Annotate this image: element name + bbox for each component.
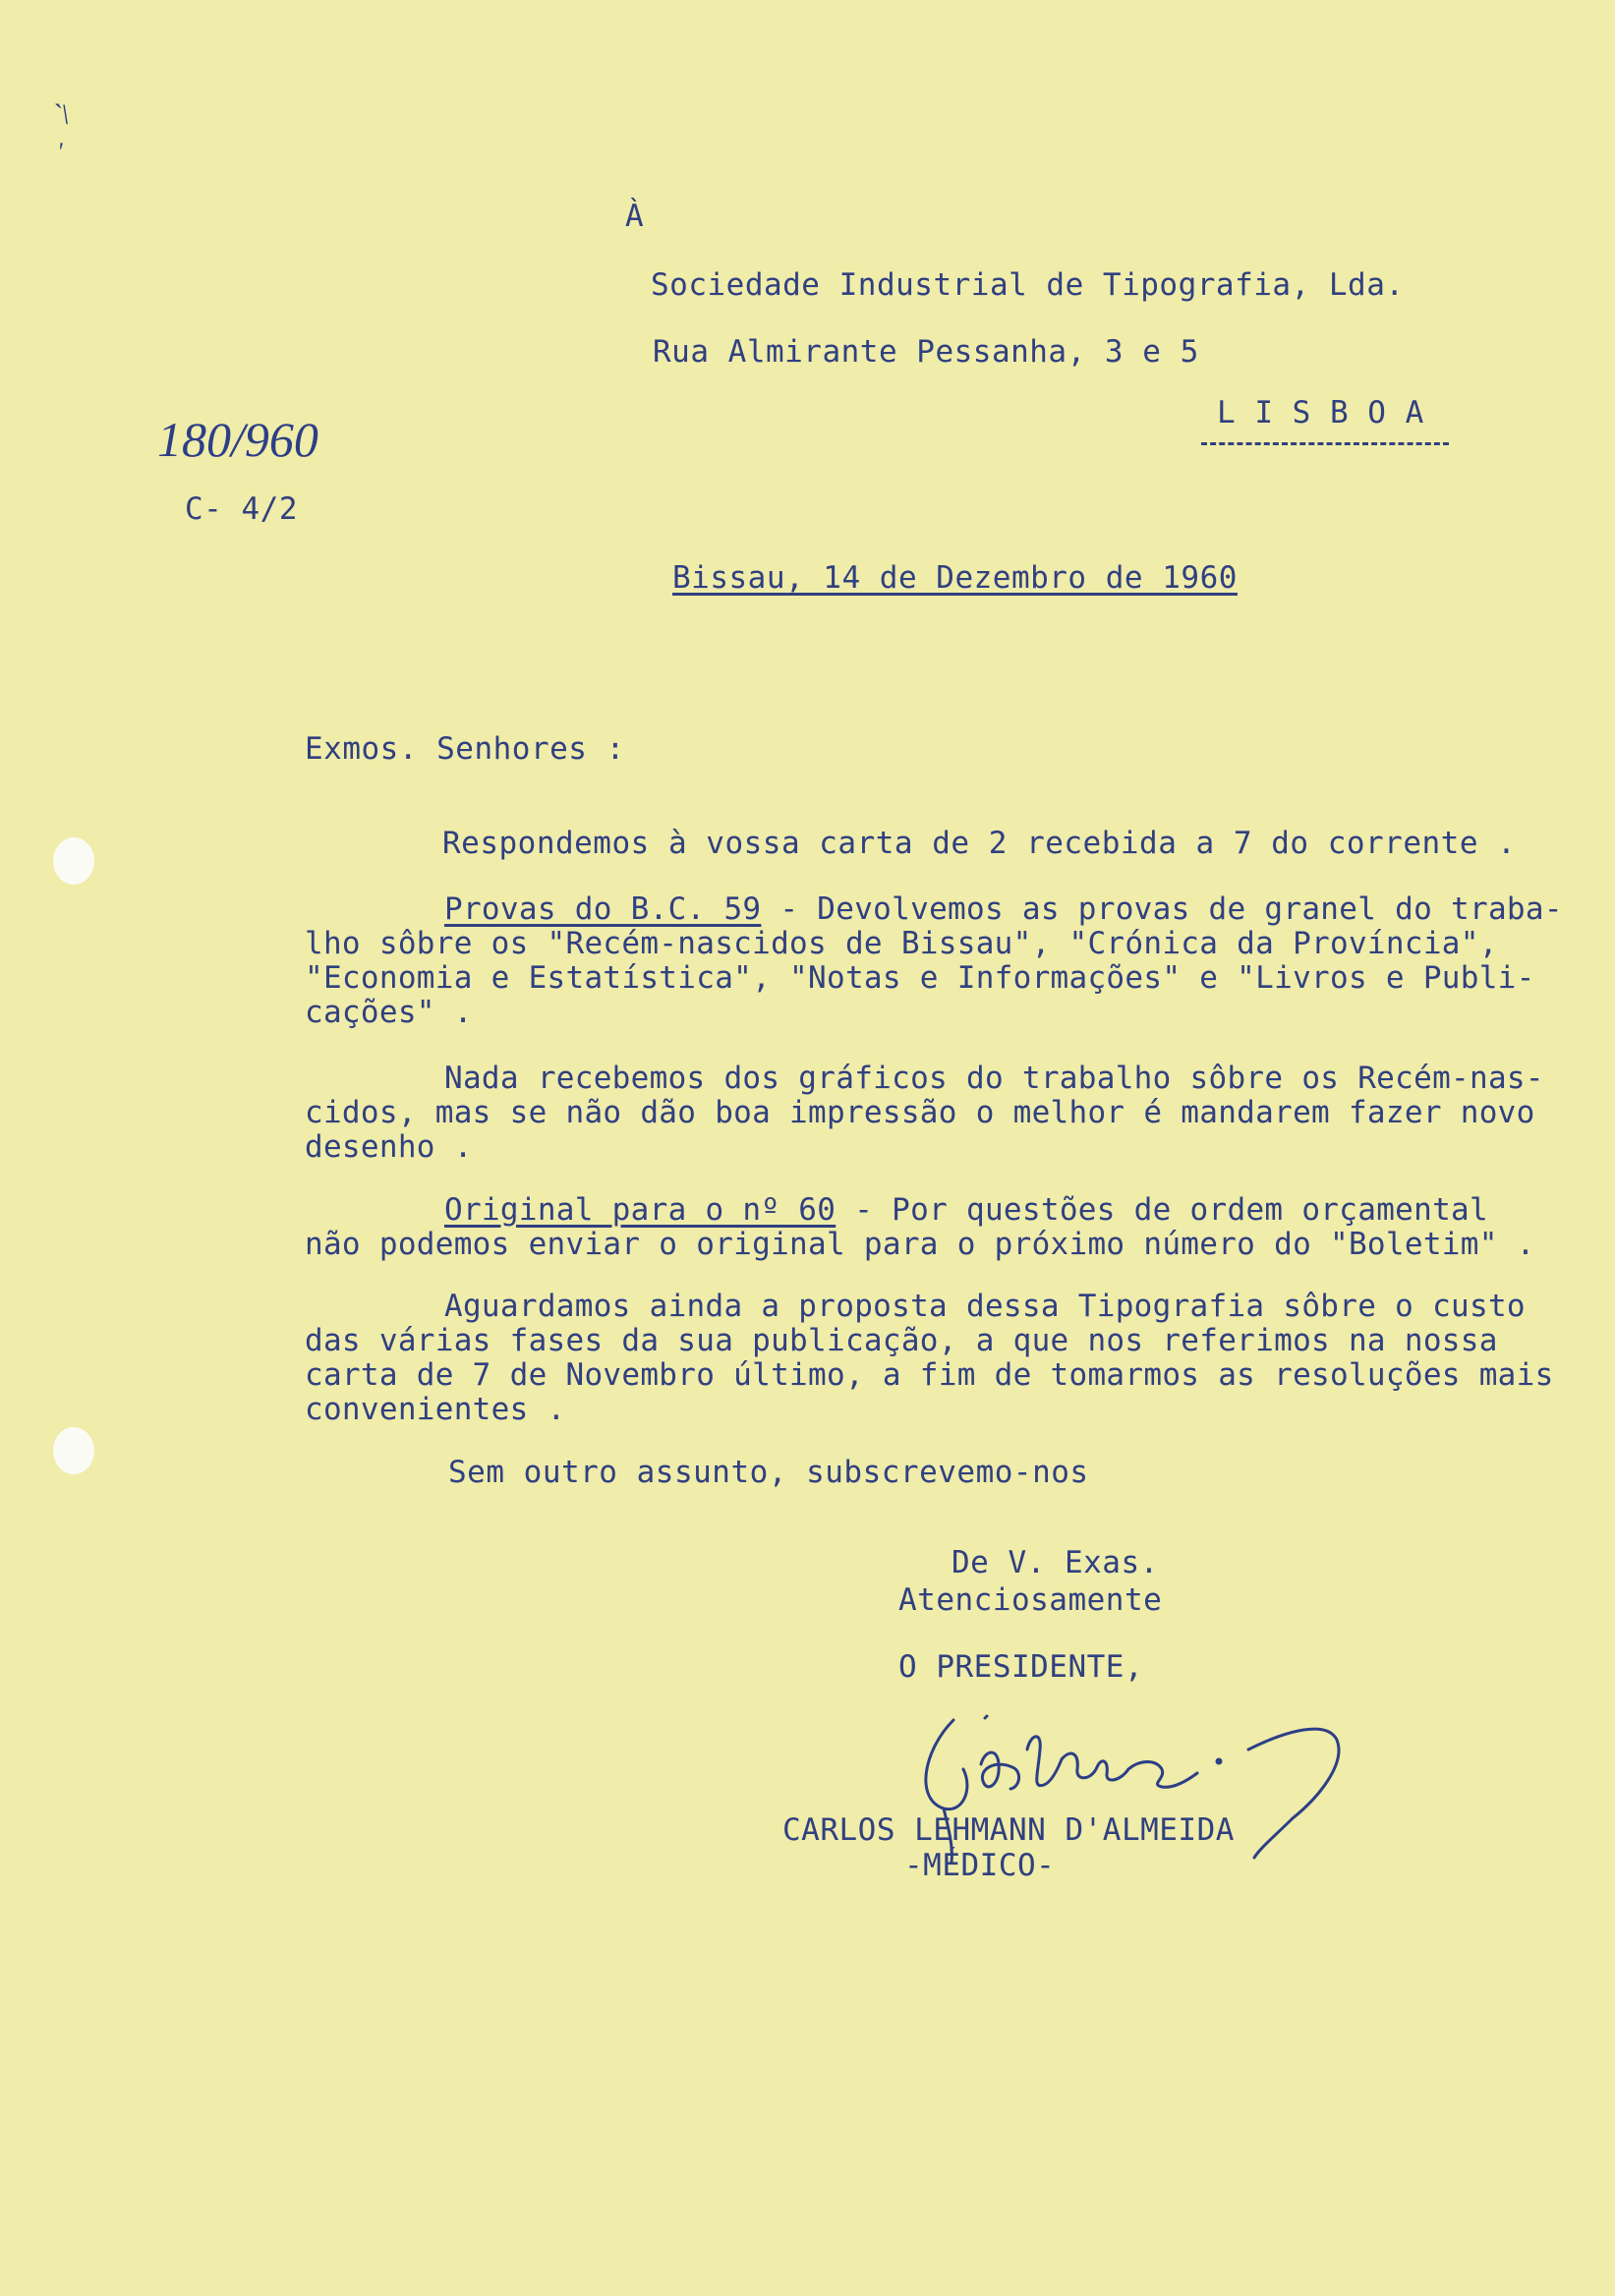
city-underline <box>1201 442 1449 445</box>
closing-line-1: De V. Exas. <box>952 1545 1159 1580</box>
paragraph-2-heading: Provas do B.C. 59 <box>444 891 762 927</box>
paragraph-2 <box>305 892 1563 1030</box>
margin-mark: `\ <box>51 98 70 131</box>
paragraph-4-line: não podemos enviar o original para o próximo número do "Boletim" . <box>305 1227 1535 1262</box>
accent-mark: À <box>625 199 645 234</box>
paragraph-4 <box>305 1193 1535 1262</box>
punch-hole-top <box>53 837 94 885</box>
paragraph-4-heading: Original para o nº 60 <box>444 1192 836 1228</box>
paragraph-6: Sem outro assunto, subscrevemo-nos <box>448 1455 1089 1490</box>
paragraph-5-line: das várias fases da sua publicação, a que nos referimos na nossa <box>305 1323 1498 1358</box>
signatory-profession: -MÉDICO- <box>904 1848 1056 1883</box>
paragraph-1: Respondemos à vossa carta de 2 recebida a 7 do corrente . <box>442 826 1517 861</box>
margin-mark-2: ' <box>57 138 63 166</box>
signatory-name: CARLOS LEHMANN D'ALMEIDA <box>782 1812 1235 1848</box>
paragraph-5-line: carta de 7 de Novembro último, a fim de tomarmos as resoluções mais <box>305 1357 1554 1393</box>
punch-hole-bottom <box>53 1427 94 1474</box>
paragraph-3-line: Nada recebemos dos gráficos do trabalho sôbre os Recém-nas- <box>444 1061 1544 1096</box>
paragraph-4-lead: - Por questões de ordem orçamental <box>836 1192 1488 1228</box>
paragraph-3-line: desenho . <box>305 1129 473 1165</box>
paragraph-5-line: convenientes . <box>305 1392 566 1427</box>
paragraph-2-line: "Economia e Estatística", "Notas e Informações" e "Livros e Publi- <box>305 960 1535 996</box>
paragraph-2-line: lho sôbre os "Recém-nascidos de Bissau", "Crónica da Província", <box>305 926 1498 961</box>
paragraph-2-line: cações" . <box>305 995 473 1030</box>
paragraph-2-lead: - Devolvemos as provas de granel do traba- <box>761 891 1563 927</box>
salutation: Exmos. Senhores : <box>305 731 625 767</box>
paragraph-3 <box>305 1062 1544 1165</box>
closing-line-2: Atenciosamente <box>898 1582 1163 1618</box>
addressee-company: Sociedade Industrial de Tipografia, Lda. <box>651 267 1405 303</box>
addressee-street: Rua Almirante Pessanha, 3 e 5 <box>653 334 1199 370</box>
reference-code: C- 4/2 <box>185 491 298 527</box>
paragraph-3-line: cidos, mas se não dão boa impressão o melhor é mandarem fazer novo <box>305 1095 1535 1130</box>
reference-number: 180/960 <box>157 412 318 467</box>
date-line: Bissau, 14 de Dezembro de 1960 <box>672 560 1238 596</box>
closing-title: O PRESIDENTE, <box>898 1649 1144 1685</box>
paragraph-5-line: Aguardamos ainda a proposta dessa Tipografia sôbre o custo <box>444 1289 1526 1324</box>
paragraph-5 <box>305 1290 1554 1427</box>
addressee-city: L I S B O A <box>1217 395 1424 430</box>
